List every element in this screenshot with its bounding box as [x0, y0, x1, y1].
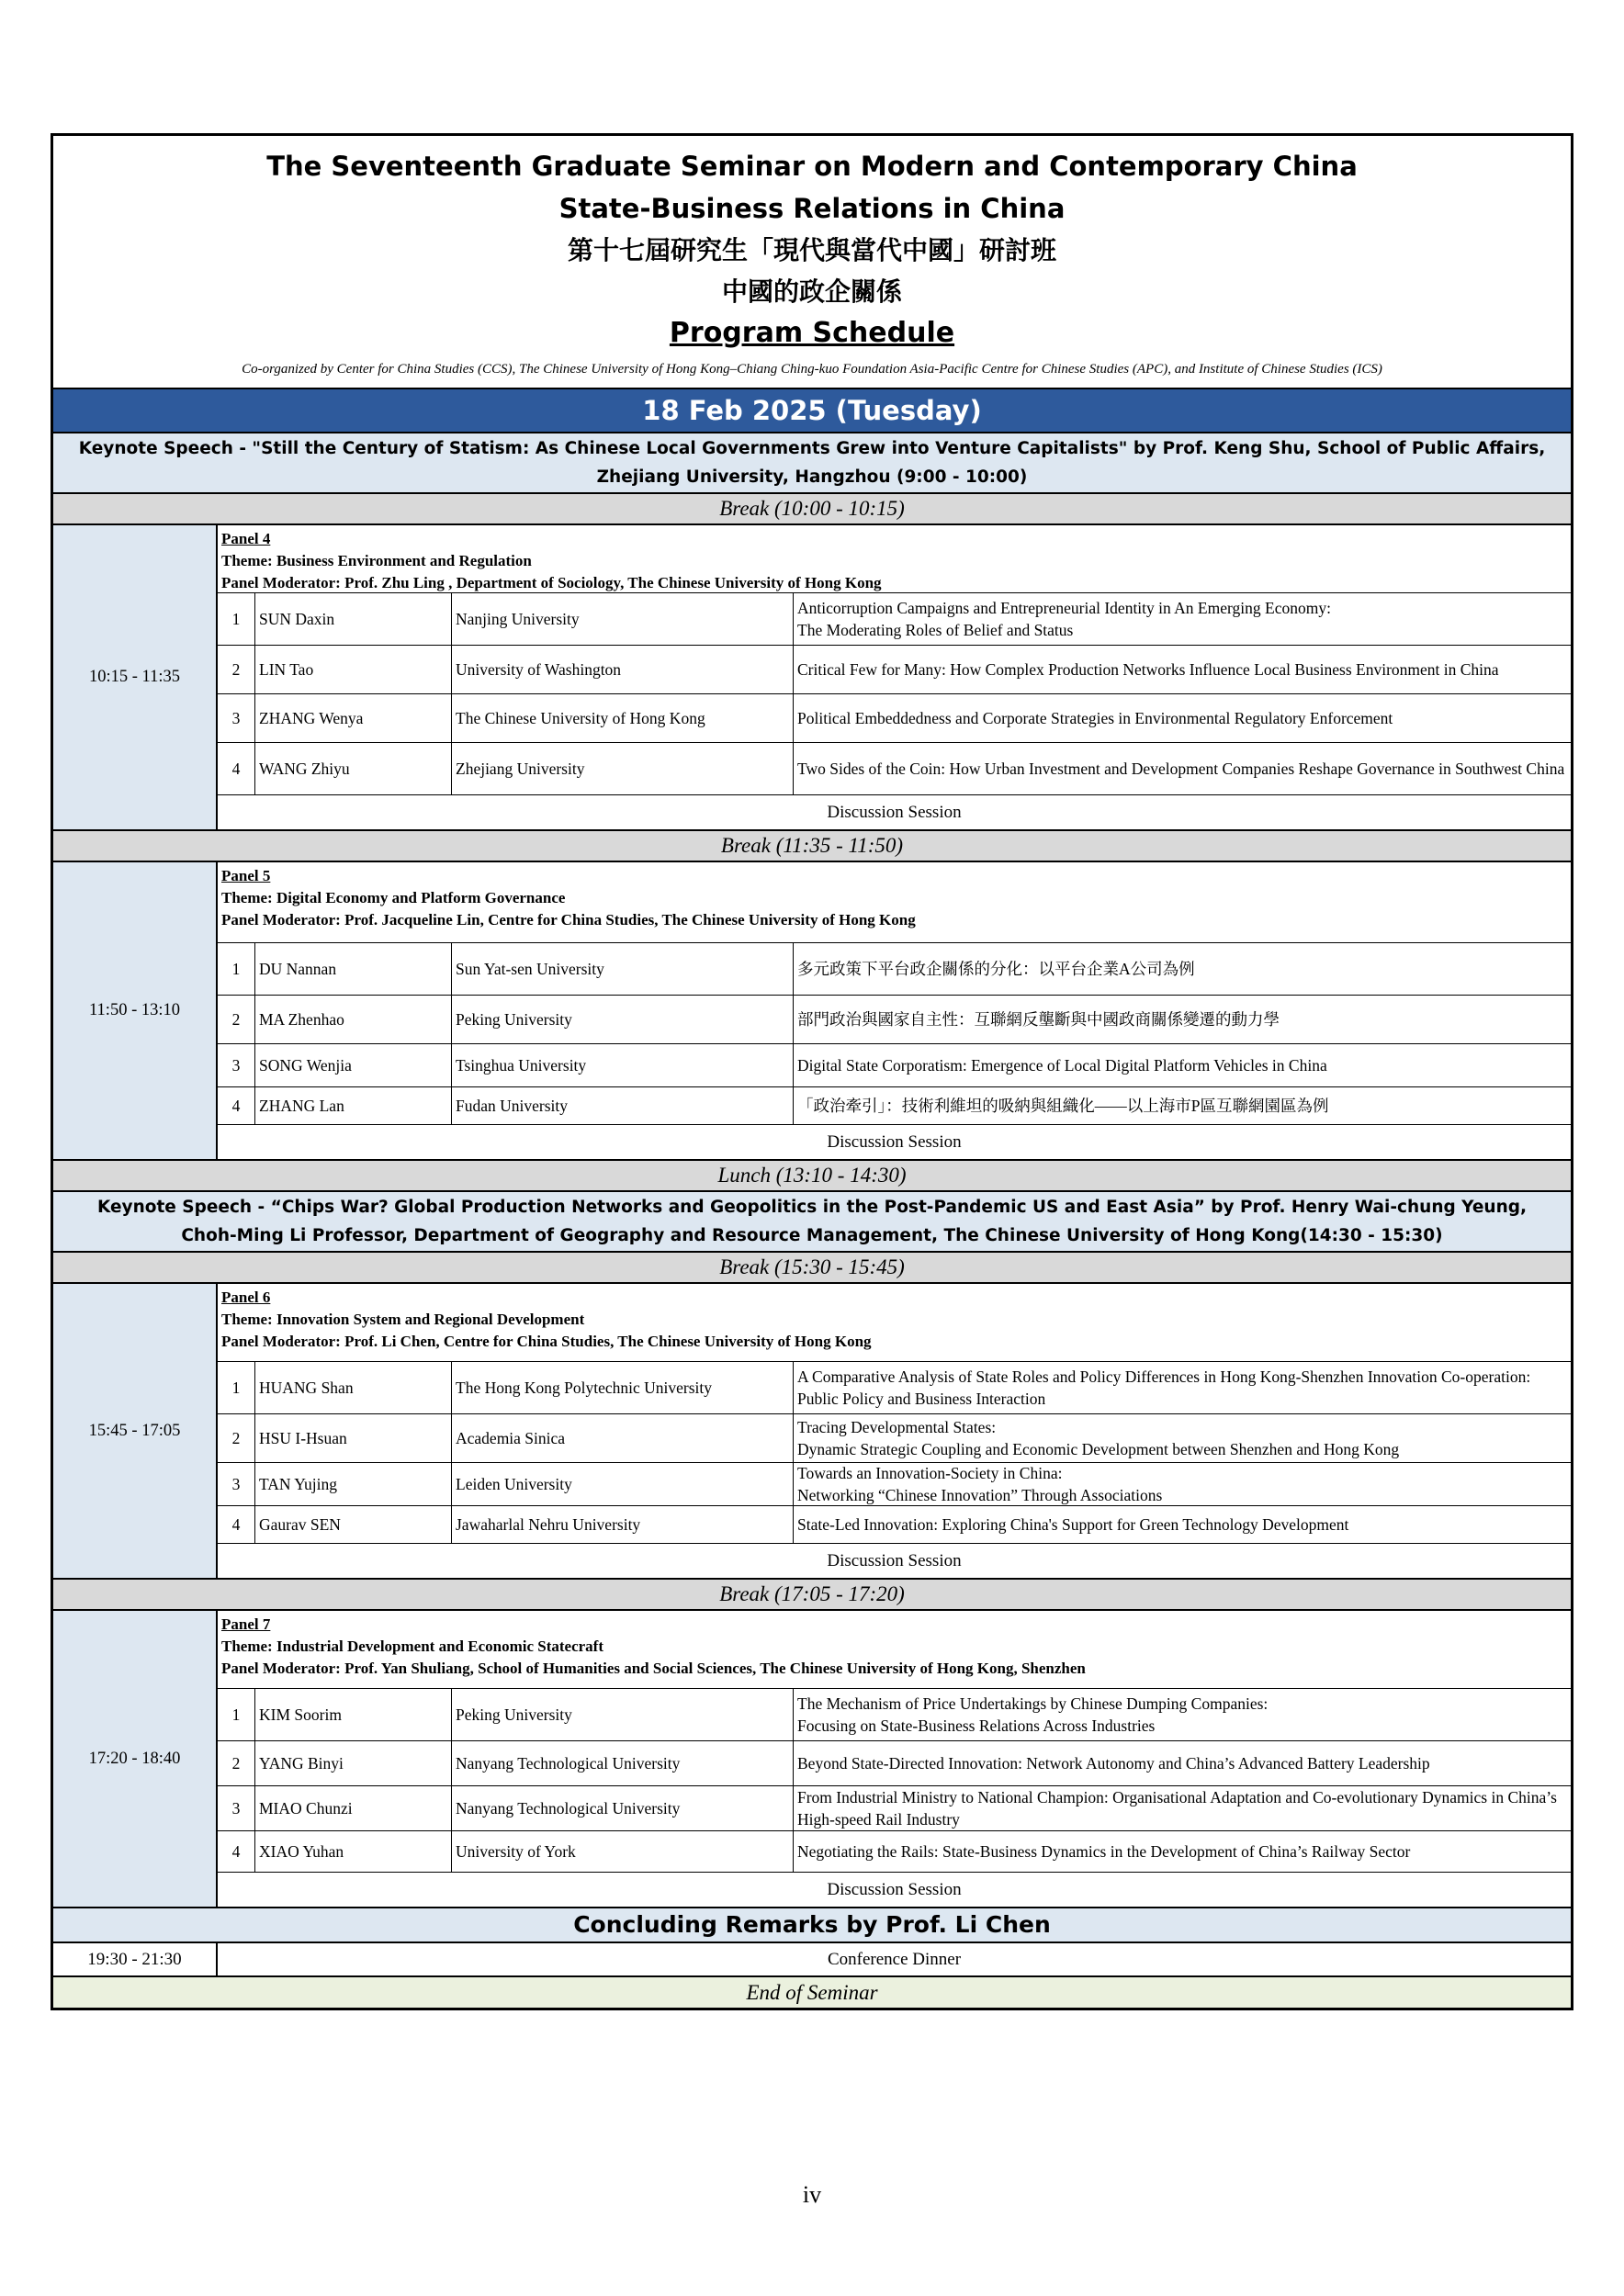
paper-title: 「政治牽引」：技術利維坦的吸納與組織化——以上海市P區互聯網園區為例 — [797, 1097, 1329, 1115]
header — [53, 145, 1571, 388]
presenter-name: ZHANG Lan — [255, 1087, 452, 1124]
panel-moderator: Panel Moderator: Prof. Zhu Ling , Department of Sociology, The Chinese University of Hong Kong — [221, 574, 882, 591]
discussion-session: Discussion Session — [827, 1880, 962, 1899]
paper-title: Negotiating the Rails: State-Business Dynamics in the Development of China’s Railway Sector — [797, 1842, 1411, 1861]
keynote-speech-1 — [53, 433, 1571, 494]
presenter-name: SONG Wenjia — [255, 1044, 452, 1086]
seminar-title-en: The Seventeenth Graduate Seminar on Modern and Contemporary China — [266, 151, 1358, 182]
presenter-name: DU Nannan — [255, 943, 452, 995]
paper-title: State-Led Innovation: Exploring China's Support for Green Technology Development — [797, 1515, 1349, 1534]
presentation-row — [218, 943, 1571, 996]
presentation-row — [218, 1786, 1571, 1831]
paper-title: Towards an Innovation-Society in China: Networking “Chinese Innovation” Through Associations — [797, 1464, 1163, 1504]
panel-label: Panel 6 — [221, 1289, 271, 1306]
panel-6 — [53, 1284, 1571, 1580]
presentation-row — [218, 1087, 1571, 1125]
presenter-university: Fudan University — [452, 1087, 794, 1124]
presentation-number: 4 — [218, 1087, 255, 1124]
presentation-row — [218, 694, 1571, 743]
presenter-name: HUANG Shan — [255, 1362, 452, 1413]
paper-title: Tracing Developmental States: Dynamic Strategic Coupling and Economic Development between Shenzhen and Hong Kong — [797, 1418, 1400, 1458]
paper-title: Two Sides of the Coin: How Urban Investment and Development Companies Reshape Governance in Southwest China — [797, 760, 1565, 778]
presentation-row — [218, 646, 1571, 694]
keynote-1-line-2: Zhejiang University, Hangzhou (9:00 - 10:00) — [596, 467, 1028, 487]
presenter-university: Sun Yat-sen University — [452, 943, 794, 995]
presenter-university: Tsinghua University — [452, 1044, 794, 1086]
lunch-row: Lunch (13:10 - 14:30) — [53, 1161, 1571, 1192]
presentation-number: 2 — [218, 646, 255, 693]
presenter-name: LIN Tao — [255, 646, 452, 693]
panel-label: Panel 7 — [221, 1615, 271, 1633]
presentation-number: 3 — [218, 1786, 255, 1830]
panel-label: Panel 4 — [221, 530, 271, 547]
panel-theme: Theme: Business Environment and Regulation — [221, 552, 532, 569]
presentation-number: 4 — [218, 1831, 255, 1872]
coorganizers-note: Co-organized by Center for China Studies (CCS), The Chinese University of Hong Kong–Chiang Ching-kuo Foundation Asia-Pacific Centre for Chinese Studies (APC), and Institute of Chinese Studies (ICS) — [242, 362, 1382, 377]
panel-theme: Theme: Digital Economy and Platform Governance — [221, 889, 566, 906]
paper-title: Beyond State-Directed Innovation: Network Autonomy and China’s Advanced Battery Leadership — [797, 1754, 1430, 1773]
panel-moderator: Panel Moderator: Prof. Yan Shuliang, School of Humanities and Social Sciences, The Chinese University of Hong Kong, Shenzhen — [221, 1660, 1086, 1677]
presenter-name: MIAO Chunzi — [255, 1786, 452, 1830]
presenter-university: Academia Sinica — [452, 1414, 794, 1462]
discussion-session: Discussion Session — [827, 803, 962, 822]
presenter-name: TAN Yujing — [255, 1463, 452, 1505]
conference-dinner-row — [53, 1943, 1571, 1977]
paper-title: The Mechanism of Price Undertakings by Chinese Dumping Companies: Focusing on State-Business Relations Across Industries — [797, 1694, 1269, 1735]
presenter-name: SUN Daxin — [255, 593, 452, 645]
panel-info — [218, 1284, 1571, 1362]
presentation-number: 2 — [218, 1414, 255, 1462]
seminar-title-zh: 第十七屆研究生「現代與當代中國」研討班 — [567, 235, 1056, 265]
panel-time: 11:50 - 13:10 — [53, 862, 218, 1159]
break-row: Break (15:30 - 15:45) — [53, 1253, 1571, 1284]
keynote-1-line-1: Keynote Speech - "Still the Century of Statism: As Chinese Local Governments Grew into Venture Capitalists" by Prof. Keng Shu, School of Public Affairs, — [78, 439, 1546, 458]
presentation-number: 1 — [218, 1689, 255, 1740]
presentation-row — [218, 1044, 1571, 1087]
seminar-theme-zh: 中國的政企關係 — [721, 276, 902, 307]
seminar-theme-en: State-Business Relations in China — [558, 193, 1066, 224]
paper-title: 多元政策下平台政企關係的分化：以平台企業A公司為例 — [797, 960, 1195, 978]
presentation-row — [218, 1831, 1571, 1873]
panel-body — [218, 1611, 1571, 1907]
page-number: iv — [802, 2181, 822, 2208]
presenter-name: MA Zhenhao — [255, 996, 452, 1043]
panel-info — [218, 1611, 1571, 1689]
keynote-2-line-2: Choh-Ming Li Professor, Department of Geography and Resource Management, The Chinese University of Hong Kong(14:30 - 15:30) — [181, 1226, 1443, 1245]
dinner-label: Conference Dinner — [827, 1949, 962, 1969]
paper-title: Digital State Corporatism: Emergence of Local Digital Platform Vehicles in China — [797, 1056, 1327, 1075]
discussion-session: Discussion Session — [827, 1551, 962, 1570]
program-schedule-sheet — [51, 133, 1573, 2010]
break-row: Break (10:00 - 10:15) — [53, 494, 1571, 525]
presentation-row — [218, 1689, 1571, 1741]
presentation-number: 2 — [218, 1741, 255, 1785]
presentation-row — [218, 996, 1571, 1044]
presenter-name: ZHANG Wenya — [255, 694, 452, 742]
presenter-university: Peking University — [452, 1689, 794, 1740]
presenter-university: Leiden University — [452, 1463, 794, 1505]
panel-time: 15:45 - 17:05 — [53, 1284, 218, 1578]
presentation-number: 4 — [218, 743, 255, 794]
presentation-number: 3 — [218, 1044, 255, 1086]
presenter-university: Jawaharlal Nehru University — [452, 1506, 794, 1543]
presenter-university: Nanjing University — [452, 593, 794, 645]
presentation-number: 2 — [218, 996, 255, 1043]
keynote-speech-2 — [53, 1192, 1571, 1253]
presenter-name: XIAO Yuhan — [255, 1831, 452, 1872]
dinner-time: 19:30 - 21:30 — [53, 1943, 218, 1975]
presentation-row — [218, 1362, 1571, 1414]
presentation-number: 4 — [218, 1506, 255, 1543]
program-schedule-heading: Program Schedule — [669, 317, 955, 349]
presenter-university: Nanyang Technological University — [452, 1786, 794, 1830]
presentation-row — [218, 1741, 1571, 1786]
paper-title: Political Embeddedness and Corporate Strategies in Environmental Regulatory Enforcement — [797, 709, 1393, 727]
presentation-row — [218, 743, 1571, 795]
presentation-number: 1 — [218, 1362, 255, 1413]
presenter-university: University of York — [452, 1831, 794, 1872]
panel-body — [218, 1284, 1571, 1578]
panel-theme: Theme: Innovation System and Regional Development — [221, 1311, 585, 1328]
panel-time: 17:20 - 18:40 — [53, 1611, 218, 1907]
paper-title: From Industrial Ministry to National Champion: Organisational Adaptation and Co-evolutionary Dynamics in China’s High-speed Rail Industry — [797, 1788, 1557, 1829]
panel-7 — [53, 1611, 1571, 1908]
paper-title: A Comparative Analysis of State Roles and Policy Differences in Hong Kong-Shenzhen Innovation Co-operation: Public Policy and Business Interaction — [797, 1367, 1531, 1408]
panel-4 — [53, 525, 1571, 831]
keynote-2-line-1: Keynote Speech - “Chips War? Global Production Networks and Geopolitics in the Post-Pandemic US and East Asia” by Prof. Henry Wai-chung Yeung, — [96, 1198, 1528, 1217]
paper-title: 部門政治與國家自主性：互聯網反壟斷與中國政商關係變遷的動力學 — [797, 1010, 1280, 1029]
panel-info — [218, 525, 1571, 593]
presenter-university: University of Washington — [452, 646, 794, 693]
end-of-seminar: End of Seminar — [53, 1977, 1571, 2008]
presenter-name: WANG Zhiyu — [255, 743, 452, 794]
presentation-row — [218, 1463, 1571, 1506]
break-row: Break (17:05 - 17:20) — [53, 1580, 1571, 1611]
presentation-row — [218, 593, 1571, 646]
discussion-session: Discussion Session — [827, 1132, 962, 1152]
panel-body — [218, 862, 1571, 1159]
presenter-university: Zhejiang University — [452, 743, 794, 794]
presentation-row — [218, 1414, 1571, 1463]
panel-label: Panel 5 — [221, 867, 271, 884]
presenter-university: Nanyang Technological University — [452, 1741, 794, 1785]
presentation-row — [218, 1506, 1571, 1544]
presenter-name: HSU I-Hsuan — [255, 1414, 452, 1462]
presentation-number: 1 — [218, 593, 255, 645]
concluding-remarks: Concluding Remarks by Prof. Li Chen — [53, 1908, 1571, 1943]
panel-body — [218, 525, 1571, 829]
presenter-university: The Chinese University of Hong Kong — [452, 694, 794, 742]
date-banner: 18 Feb 2025 (Tuesday) — [53, 388, 1571, 433]
panel-moderator: Panel Moderator: Prof. Li Chen, Centre for China Studies, The Chinese University of Hong Kong — [221, 1333, 872, 1350]
paper-title: Anticorruption Campaigns and Entrepreneurial Identity in An Emerging Economy: The Moderating Roles of Belief and Status — [797, 599, 1331, 639]
presenter-university: The Hong Kong Polytechnic University — [452, 1362, 794, 1413]
presenter-university: Peking University — [452, 996, 794, 1043]
panel-theme: Theme: Industrial Development and Economic Statecraft — [221, 1638, 603, 1655]
presentation-number: 3 — [218, 1463, 255, 1505]
paper-title: Critical Few for Many: How Complex Production Networks Influence Local Business Environment in China — [797, 660, 1499, 679]
presenter-name: Gaurav SEN — [255, 1506, 452, 1543]
presenter-name: YANG Binyi — [255, 1741, 452, 1785]
presentation-number: 3 — [218, 694, 255, 742]
presenter-name: KIM Soorim — [255, 1689, 452, 1740]
panel-5 — [53, 862, 1571, 1161]
presentation-number: 1 — [218, 943, 255, 995]
panel-info — [218, 862, 1571, 943]
break-row: Break (11:35 - 11:50) — [53, 831, 1571, 862]
panel-time: 10:15 - 11:35 — [53, 525, 218, 829]
panel-moderator: Panel Moderator: Prof. Jacqueline Lin, Centre for China Studies, The Chinese University of Hong Kong — [221, 911, 916, 929]
